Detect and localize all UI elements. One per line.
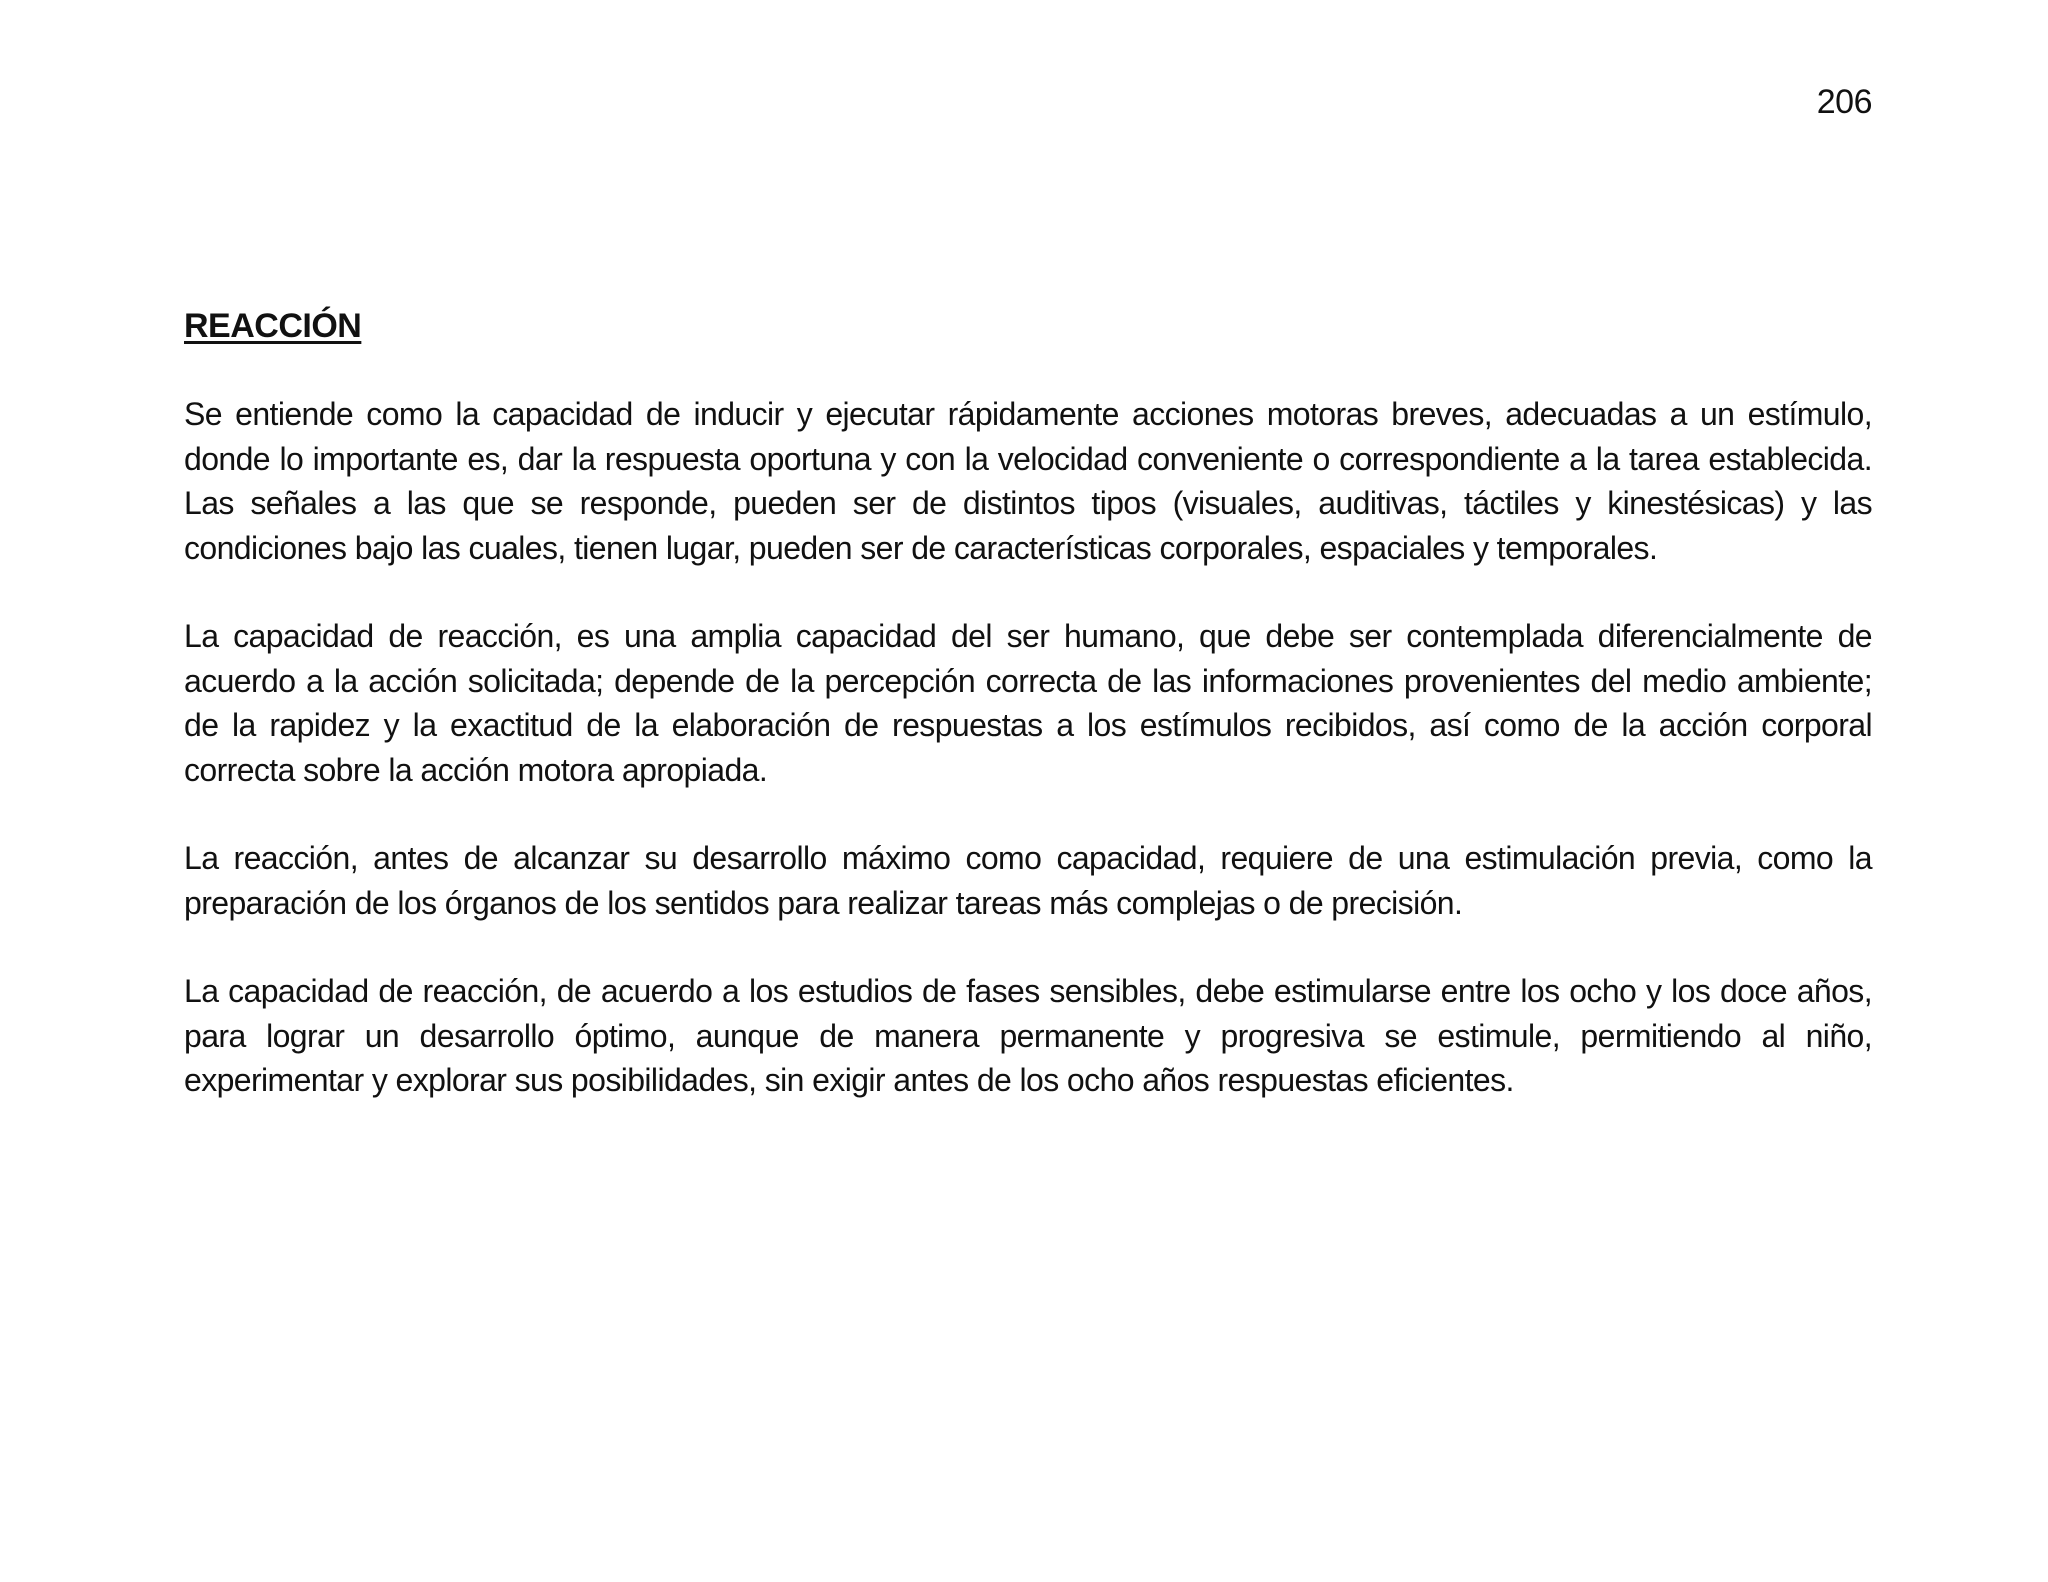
- paragraph-2: La capacidad de reacción, es una amplia capacidad del ser humano, que debe ser contemplada diferencialmente de acuerdo a la acción solicitada; depende de la percepción correcta de las informaciones provenientes del medio ambiente; de la rapidez y la exactitud de la elaboración de respuestas a los estímulos recibidos, así como de la acción corporal correcta sobre la acción motora apropiada.: [184, 618, 1872, 788]
- page-number: 206: [1816, 83, 1872, 121]
- page-content: [184, 304, 1872, 1147]
- paragraph-4: La capacidad de reacción, de acuerdo a los estudios de fases sensibles, debe estimularse entre los ocho y los doce años, para lograr un desarrollo óptimo, aunque de manera permanente y progresiva se estimule, permitiendo al niño, experimentar y explorar sus posibilidades, sin exigir antes de los ocho años respuestas eficientes.: [184, 973, 1872, 1098]
- paragraph-1: Se entiende como la capacidad de inducir y ejecutar rápidamente acciones motoras breves, adecuadas a un estímulo, donde lo importante es, dar la respuesta oportuna y con la velocidad conveniente o correspondiente a la tarea establecida. Las señales a las que se responde, pueden ser de distintos tipos (visuales, auditivas, táctiles y kinestésicas) y las condiciones bajo las cuales, tienen lugar, pueden ser de características corporales, espaciales y temporales.: [184, 396, 1872, 566]
- paragraph-3: La reacción, antes de alcanzar su desarrollo máximo como capacidad, requiere de una estimulación previa, como la preparación de los órganos de los sentidos para realizar tareas más complejas o de precisión.: [184, 840, 1872, 921]
- section-heading: REACCIÓN: [184, 307, 362, 345]
